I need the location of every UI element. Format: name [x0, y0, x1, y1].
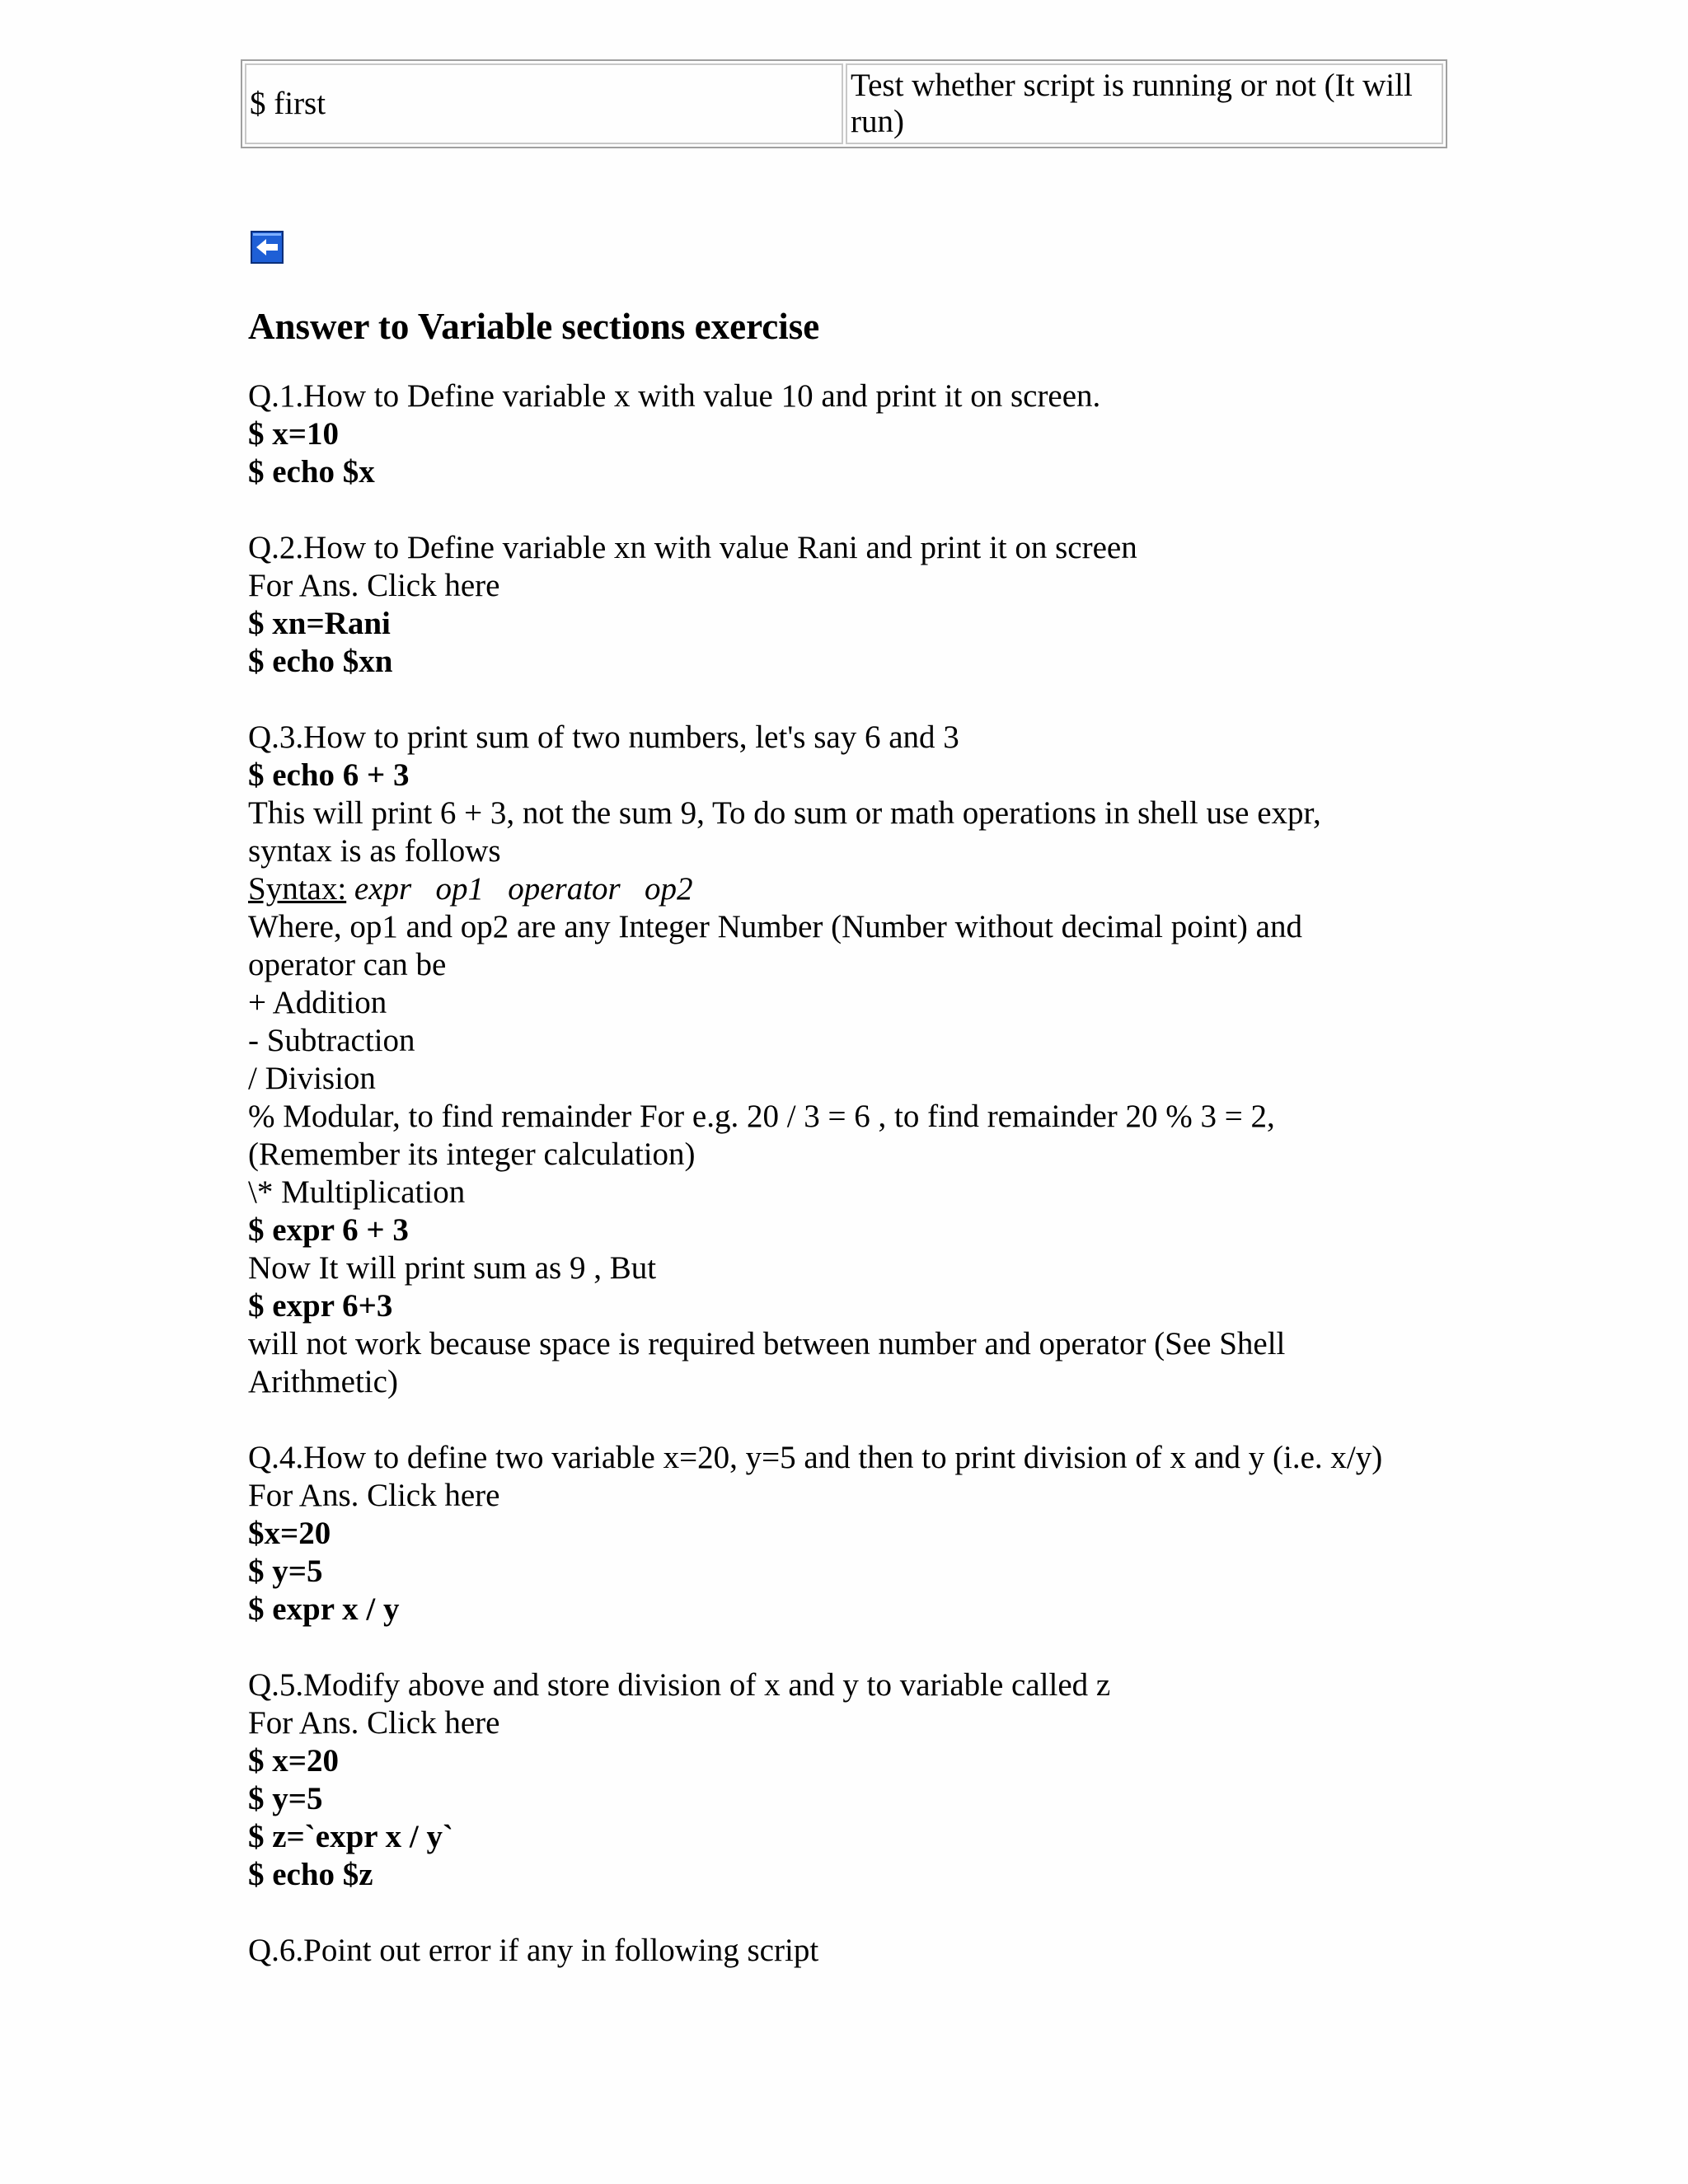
q5-question: Q.5.Modify above and store division of x and y to variable called z [248, 1667, 1111, 1703]
q4-command-3: $ expr x / y [248, 1591, 400, 1627]
spacer [248, 1629, 1451, 1666]
operator-division: / Division [248, 1061, 376, 1096]
q1-command-2: $ echo $x [248, 454, 375, 490]
command-text: $ first [250, 86, 326, 121]
q3-command-2: $ expr 6 + 3 [248, 1212, 409, 1248]
q3-syntax [248, 870, 1451, 908]
q5-answer-link[interactable]: For Ans. Click here [248, 1705, 500, 1741]
spacer [248, 1401, 1451, 1439]
q6-question: Q.6.Point out error if any in following script [248, 1933, 819, 1968]
operator-modular-line-2: (Remember its integer calculation) [248, 1137, 696, 1172]
q4-question: Q.4.How to define two variable x=20, y=5 and then to print division of x and y (i.e. x/y) [248, 1440, 1383, 1475]
q3-now-text: Now It will print sum as 9 , But [248, 1250, 657, 1286]
q3-explanation-line-1: This will print 6 + 3, not the sum 9, To do sum or math operations in shell use expr, [248, 795, 1321, 831]
q5-command-1: $ x=20 [248, 1743, 339, 1779]
answer-content [248, 302, 1451, 1970]
q4-command-2: $ y=5 [248, 1554, 323, 1589]
q2-question: Q.2.How to Define variable xn with value Rani and print it on screen [248, 530, 1137, 565]
syntax-label: Syntax: [248, 871, 347, 907]
q3-command-3: $ expr 6+3 [248, 1288, 393, 1324]
q2-command-1: $ xn=Rani [248, 606, 391, 641]
syntax-value: expr op1 operator op2 [346, 871, 693, 907]
operator-modular-line-1: % Modular, to find remainder For e.g. 20 / 3 = 6 , to find remainder 20 % 3 = 2, [248, 1099, 1275, 1134]
table-cell-command [245, 63, 843, 144]
table-cell-description [846, 63, 1443, 144]
back-arrow-icon[interactable] [251, 231, 284, 264]
spacer [248, 681, 1451, 719]
spacer [248, 491, 1451, 529]
operator-multiplication: \* Multiplication [248, 1174, 466, 1210]
operator-addition: + Addition [248, 985, 387, 1020]
operator-subtraction: - Subtraction [248, 1023, 415, 1058]
q4-command-1: $x=20 [248, 1516, 331, 1551]
q3-command-1: $ echo 6 + 3 [248, 757, 410, 793]
q5-command-4: $ echo $z [248, 1857, 373, 1892]
q2-answer-link[interactable]: For Ans. Click here [248, 568, 500, 603]
q3-where-line-1: Where, op1 and op2 are any Integer Number (Number without decimal point) and [248, 909, 1302, 944]
description-text [851, 68, 1413, 140]
q2-command-2: $ echo $xn [248, 644, 393, 679]
command-table [241, 59, 1447, 148]
q3-note-line-1: will not work because space is required between number and operator (See Shell [248, 1326, 1286, 1361]
section-heading: Answer to Variable sections exercise [248, 306, 820, 347]
q1-question: Q.1.How to Define variable x with value 10 and print it on screen. [248, 378, 1101, 414]
q5-command-3: $ z=`expr x / y` [248, 1819, 453, 1854]
q3-note-line-2: Arithmetic) [248, 1364, 398, 1399]
q3-question: Q.3.How to print sum of two numbers, let's say 6 and 3 [248, 719, 959, 755]
description-line-1: Test whether script is running or not (It will [851, 68, 1413, 103]
q1-command-1: $ x=10 [248, 416, 339, 452]
spacer [248, 1894, 1451, 1932]
description-line-2: run) [851, 104, 904, 139]
q3-where-line-2: operator can be [248, 947, 447, 982]
q5-command-2: $ y=5 [248, 1781, 323, 1816]
q4-answer-link[interactable]: For Ans. Click here [248, 1478, 500, 1513]
q3-explanation-line-2: syntax is as follows [248, 833, 501, 869]
